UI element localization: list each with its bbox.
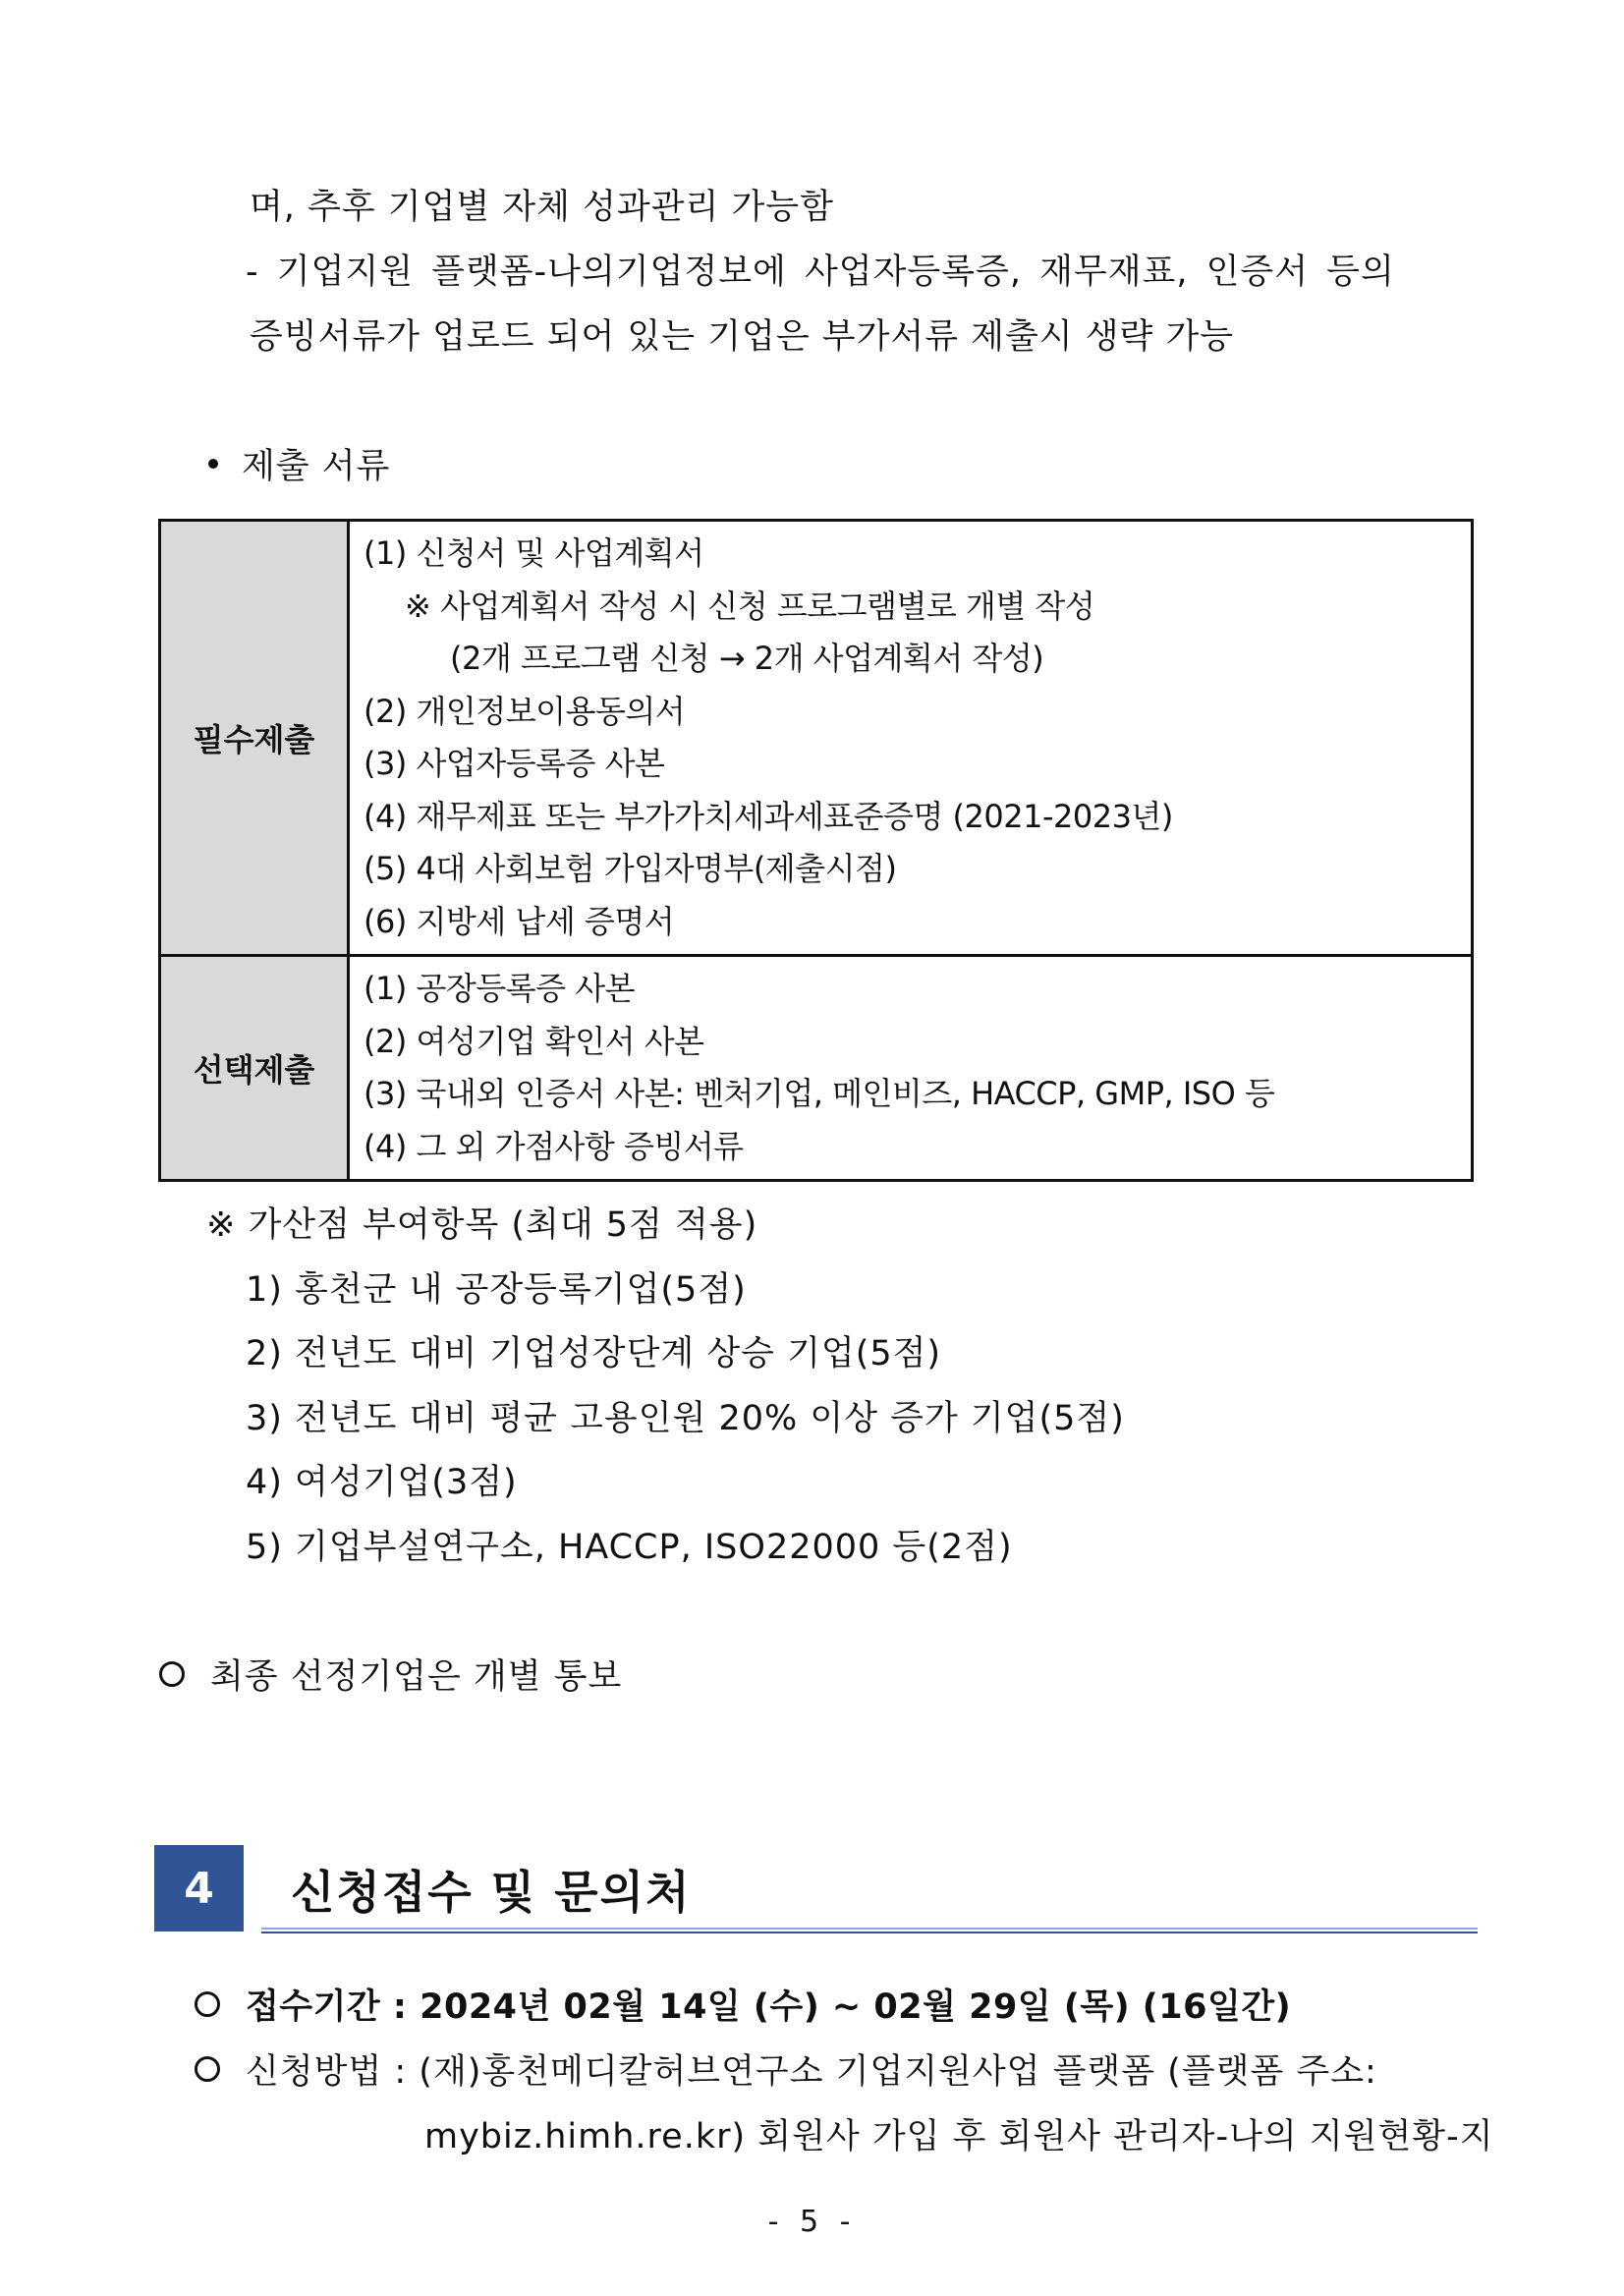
application-period-text: 접수기간 : 2024년 02월 14일 (수) ~ 02월 29일 (목) (16일간) <box>246 1988 1292 2027</box>
final-notice-text: 최종 선정기업은 개별 통보 <box>210 1657 623 1697</box>
list-item: (2) 여성기업 확인서 사본 <box>364 1022 704 1060</box>
list-item: (2개 프로그램 신청 → 2개 사업계획서 작성) <box>450 640 1044 677</box>
application-method <box>195 2051 1377 2093</box>
section-number-badge: 4 <box>154 1845 244 1932</box>
bonus-item-1: 1) 홍천군 내 공장등록기업(5점) <box>246 1270 747 1310</box>
submission-heading-text: 제출 서류 <box>242 447 391 486</box>
list-item: ※ 사업계획서 작성 시 신청 프로그램별로 개별 작성 <box>405 587 1095 625</box>
section-divider <box>261 1928 1478 1933</box>
required-items <box>349 521 1473 956</box>
bullet-dot-icon <box>208 459 218 469</box>
application-method-cont: mybiz.himh.re.kr) 회원사 가입 후 회원사 관리자-나의 지원현황-지 <box>424 2117 1494 2156</box>
list-item: (5) 4대 사회보험 가입자명부(제출시점) <box>364 850 897 887</box>
bonus-title: ※ 가산점 부여항목 (최대 5점 적용) <box>206 1205 758 1245</box>
circle-bullet-icon <box>195 1991 220 2017</box>
list-item: (1) 공장등록증 사본 <box>364 970 636 1007</box>
submission-table <box>158 519 1474 1182</box>
list-item: (6) 지방세 납세 증명서 <box>364 902 675 940</box>
list-item: (1) 신청서 및 사업계획서 <box>364 534 704 572</box>
bonus-item-3: 3) 전년도 대비 평균 고용인원 20% 이상 증가 기업(5점) <box>246 1399 1125 1438</box>
bonus-item-2: 2) 전년도 대비 기업성장단계 상승 기업(5점) <box>246 1334 942 1373</box>
intro-line-1: 며, 추후 기업별 자체 성과관리 가능함 <box>250 188 834 227</box>
final-notice <box>159 1656 622 1698</box>
table-row-optional <box>160 956 1473 1181</box>
bonus-item-4: 4) 여성기업(3점) <box>246 1463 518 1502</box>
list-item: (3) 사업자등록증 사본 <box>364 745 665 782</box>
required-label: 필수제출 <box>160 521 349 956</box>
application-method-text: 신청방법 : (재)홍천메디칼허브연구소 기업지원사업 플랫폼 (플랫폼 주소: <box>246 2052 1377 2092</box>
intro-line-3: 증빙서류가 업로드 되어 있는 기업은 부가서류 제출시 생략 가능 <box>250 317 1235 357</box>
section-title: 신청접수 및 문의처 <box>291 1866 692 1919</box>
application-period <box>195 1987 1291 2028</box>
optional-items <box>349 956 1473 1181</box>
optional-label: 선택제출 <box>160 956 349 1181</box>
intro-line-2: - 기업지원 플랫폼-나의기업정보에 사업자등록증, 재무재표, 인증서 등의 <box>246 252 1395 292</box>
list-item: (4) 재무제표 또는 부가가치세과세표준증명 (2021-2023년) <box>364 797 1173 835</box>
circle-bullet-icon <box>159 1661 185 1687</box>
list-item: (4) 그 외 가점사항 증빙서류 <box>364 1127 744 1165</box>
page-number: - 5 - <box>767 2205 857 2239</box>
list-item: (2) 개인정보이용동의서 <box>364 692 686 730</box>
table-row-required <box>160 521 1473 956</box>
circle-bullet-icon <box>195 2056 220 2082</box>
submission-heading <box>208 446 390 487</box>
bonus-item-5: 5) 기업부설연구소, HACCP, ISO22000 등(2점) <box>246 1528 1013 1567</box>
list-item: (3) 국내외 인증서 사본: 벤처기업, 메인비즈, HACCP, GMP, ISO 등 <box>364 1075 1275 1112</box>
